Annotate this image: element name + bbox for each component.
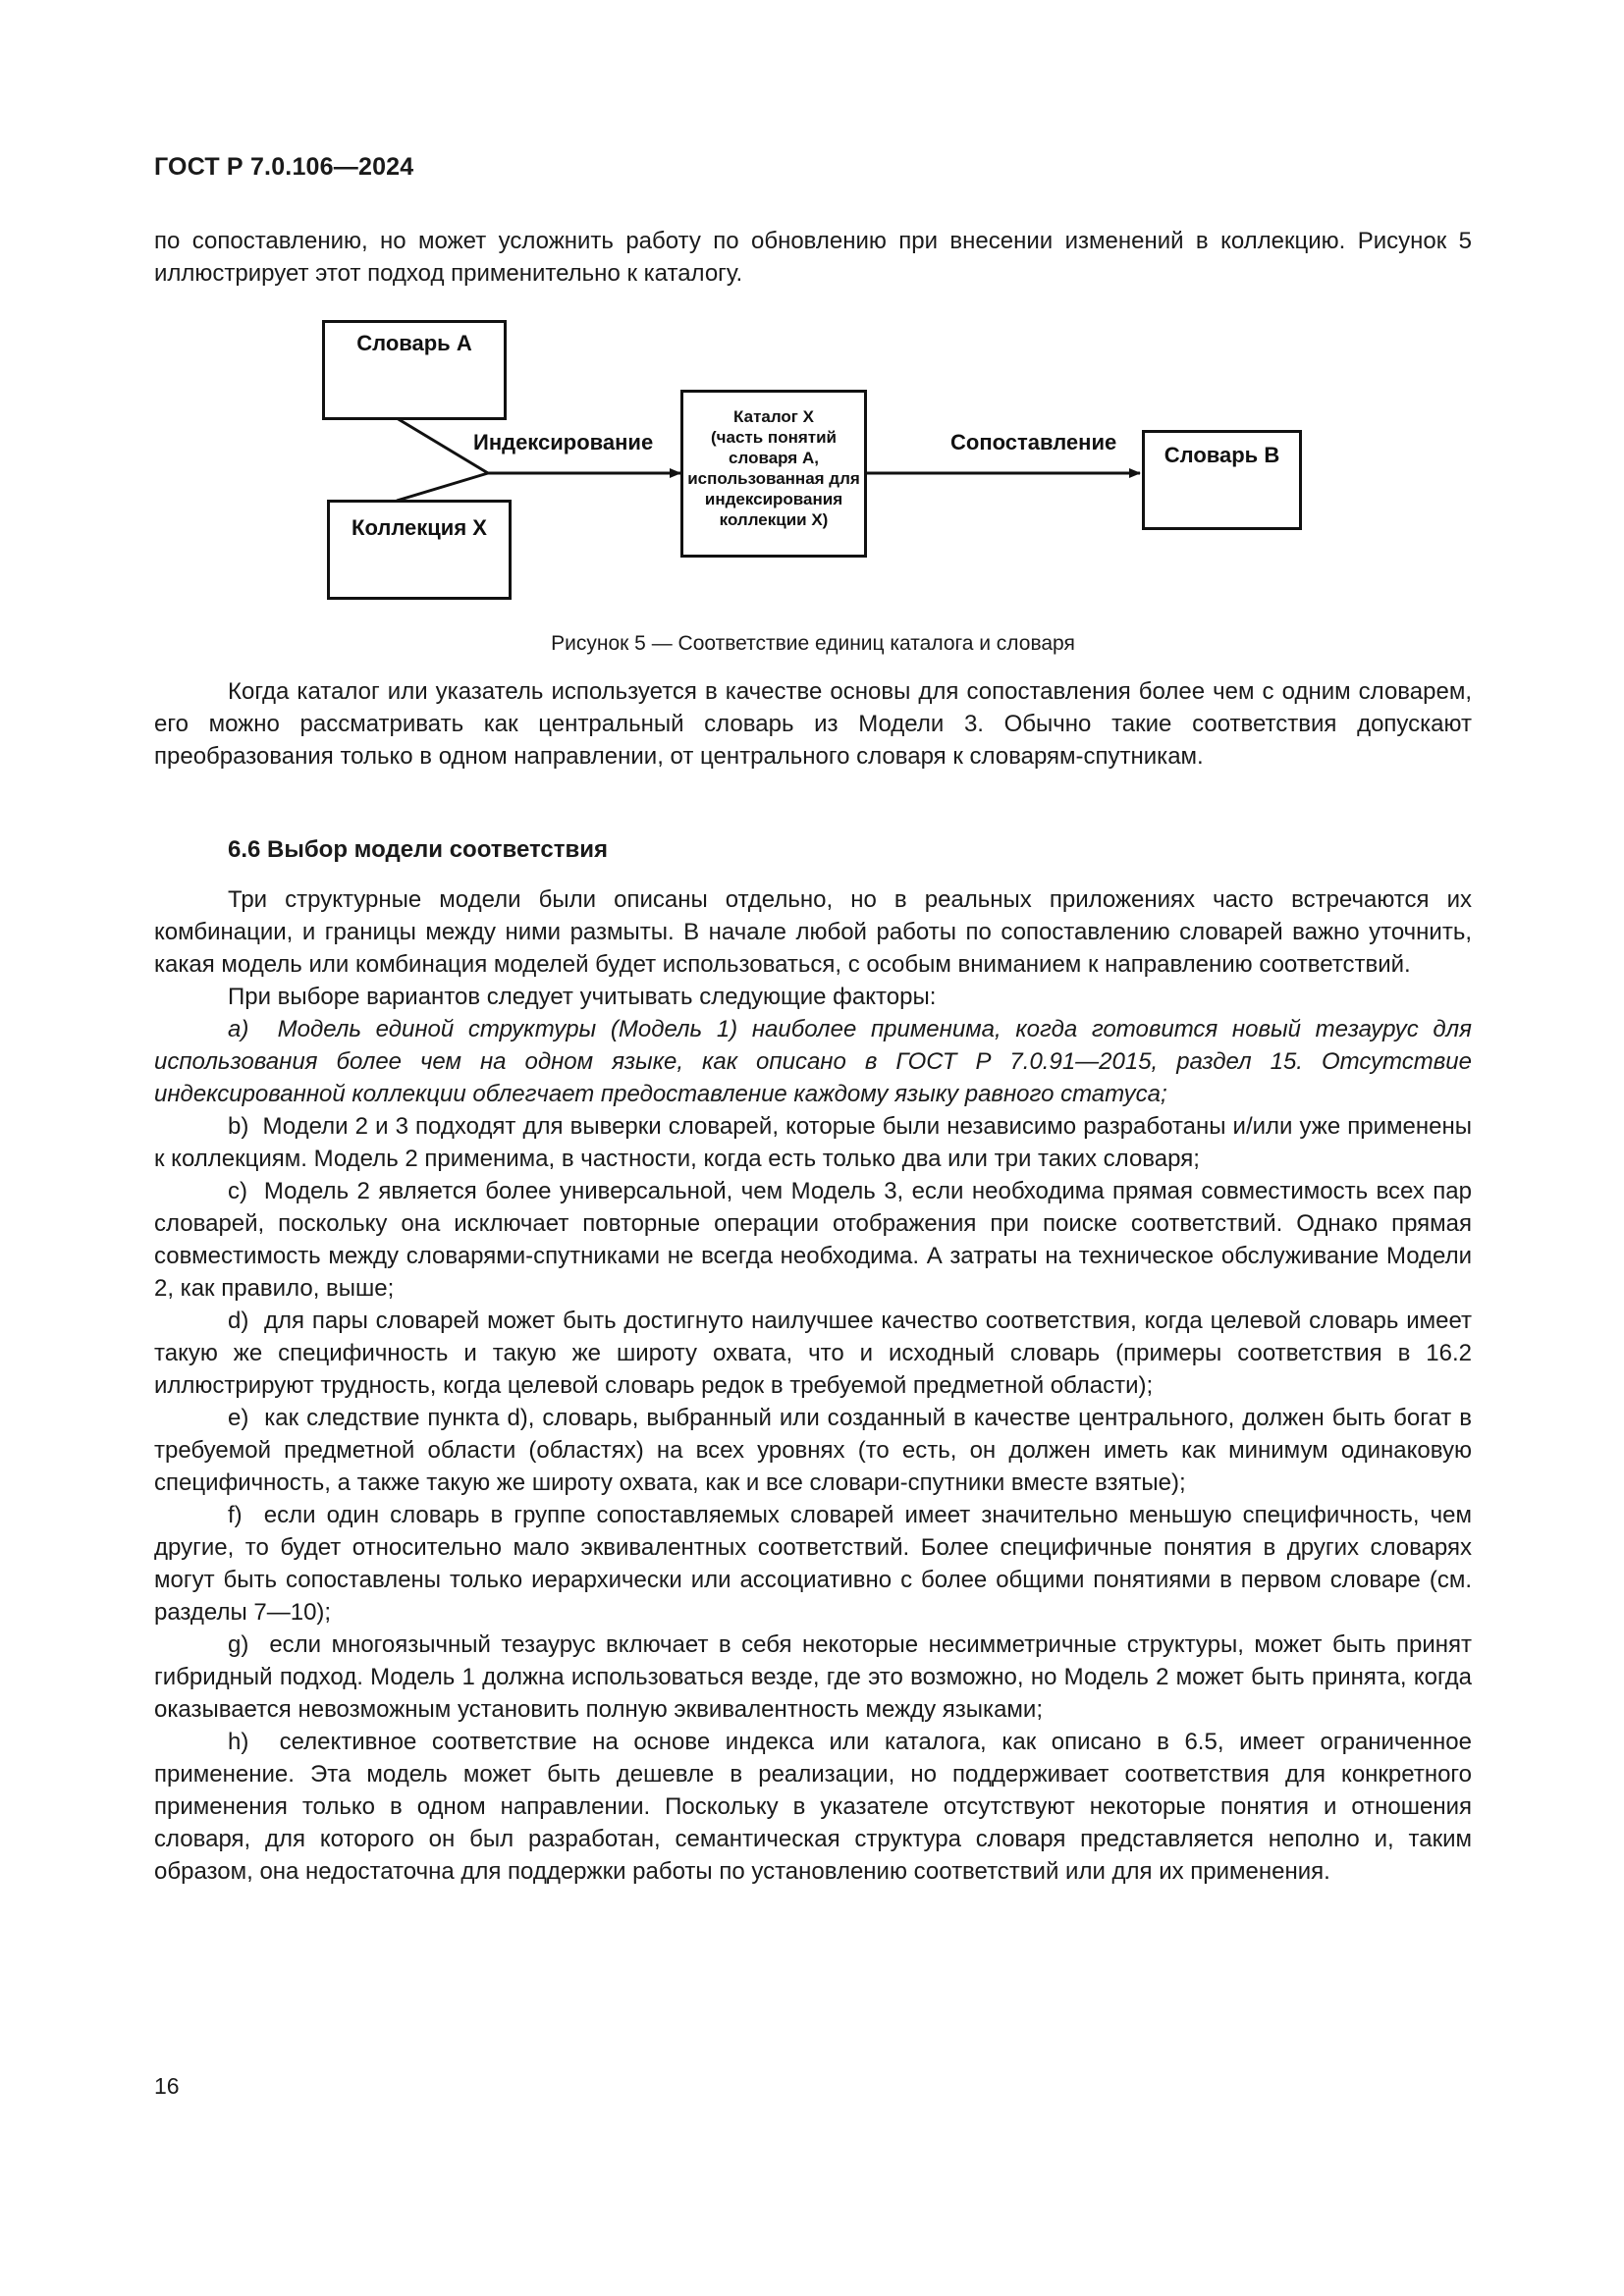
node-catalog-x-label: Каталог X (часть понятий словаря A, использованная для индексирования коллекции X) xyxy=(687,407,860,529)
list-marker: a) xyxy=(228,1016,249,1042)
list-item-e xyxy=(154,1402,1472,1499)
list-marker: c) xyxy=(228,1178,247,1204)
section-paragraph: При выборе вариантов следует учитывать следующие факторы: xyxy=(228,984,937,1010)
list-text: если многоязычный тезаурус включает в себя некоторые несимметричные структуры, может быть принят гибридный подход. Модель 1 должна использоваться везде, где это возможно, но Модель 2 может быть принята, когда оказывается невозможным установить полную эквивалентность между языками; xyxy=(154,1631,1472,1723)
intro-paragraph: по сопоставлению, но может усложнить работу по обновлению при внесении изменений в коллекцию. Рисунок 5 иллюстрирует этот подход применительно к каталогу. xyxy=(154,228,1472,287)
list-item-a xyxy=(154,1013,1472,1110)
document-header: ГОСТ Р 7.0.106—2024 xyxy=(154,153,414,181)
list-marker: e) xyxy=(228,1405,249,1431)
list-text: если один словарь в группе сопоставляемых словарей имеет значительно меньшую специфичность, чем другие, то будет относительно мало эквивалентных соответствий. Более специфичные понятия в других словарях могут быть сопоставлены только иерархически или ассоциативно с более общими понятиями в первом словаре (см. разделы 7—10); xyxy=(154,1502,1472,1626)
list-text: Модель 2 является более универсальной, чем Модель 3, если необходима прямая совместимость всех пар словарей, поскольку она исключает повторные операции отображения при поиске соответствий. Однако прямая совместимость между словарями-спутниками не всегда необходима. А затраты на техническое обслуживание Модели 2, как правило, выше; xyxy=(154,1178,1473,1302)
section-body xyxy=(154,883,1472,1888)
node-vocabulary-a xyxy=(322,320,507,420)
node-vocabulary-a-label: Словарь A xyxy=(356,331,472,355)
list-text: как следствие пункта d), словарь, выбранный или созданный в качестве центрального, должен быть богат в требуемой предметной области (областях) на всех уровнях (то есть, он должен иметь как минимум одинаковую специфичность, а также такую же широту охвата, как и все словари-спутники вместе взятые); xyxy=(154,1405,1472,1496)
list-item-b xyxy=(154,1110,1472,1175)
edge-label-mapping: Сопоставление xyxy=(950,430,1117,454)
list-text: Модель единой структуры (Модель 1) наиболее применима, когда готовится новый тезаурус для использования более чем на одном языке, как описано в ГОСТ Р 7.0.91—2015, раздел 15. Отсутствие индексированной коллекции облегчает предоставление каждому языку равного статуса; xyxy=(154,1016,1472,1107)
section-heading: 6.6 Выбор модели соответствия xyxy=(228,836,609,863)
list-item-g xyxy=(154,1629,1472,1726)
list-text: селективное соответствие на основе индекса или каталога, как описано в 6.5, имеет ограниченное применение. Эта модель может быть дешевле в реализации, но поддерживает соответствия для конкретного применения только в одном направлении. Поскольку в указателе отсутствуют некоторые понятия и отношения словаря, для которого он был разработан, семантическая структура словаря представляется неполно и, таким образом, она недостаточна для поддержки работы по установлению соответствий или для их применения. xyxy=(154,1729,1473,1885)
paragraph-after-figure-container xyxy=(154,675,1472,773)
node-vocabulary-b-label: Словарь B xyxy=(1164,443,1280,467)
section-paragraph: Три структурные модели были описаны отдельно, но в реальных приложениях часто встречаются их комбинации, и границы между ними размыты. В начале любой работы по сопоставлению словарей важно уточнить, какая модель или комбинация моделей будет использоваться, с особым вниманием к направлению соответствий. xyxy=(154,886,1472,978)
node-catalog-x xyxy=(680,390,867,558)
edge-label-indexing: Индексирование xyxy=(473,430,654,454)
node-collection-x-label: Коллекция X xyxy=(352,515,487,540)
node-vocabulary-b xyxy=(1142,430,1302,530)
intro-paragraph-container xyxy=(154,225,1472,290)
list-text: Модели 2 и 3 подходят для выверки словарей, которые были независимо разработаны и/или уже применены к коллекциям. Модель 2 применима, в частности, когда есть только два или три таких словаря; xyxy=(154,1113,1472,1172)
list-item-d xyxy=(154,1305,1472,1402)
figure-caption: Рисунок 5 — Соответствие единиц каталога и словаря xyxy=(551,632,1075,655)
list-marker: g) xyxy=(228,1631,249,1658)
figure-5-diagram xyxy=(314,312,1316,607)
list-item-f xyxy=(154,1499,1472,1629)
list-text: для пары словарей может быть достигнуто наилучшее качество соответствия, когда целевой словарь имеет такую же специфичность и такую же широту охвата, что и исходный словарь (примеры соответствия в 16.2 иллюстрируют трудность, когда целевой словарь редок в требуемой предметной области); xyxy=(154,1308,1473,1399)
list-marker: d) xyxy=(228,1308,249,1334)
list-item-c xyxy=(154,1175,1472,1305)
paragraph-after-figure: Когда каталог или указатель используется в качестве основы для сопоставления более чем с одним словарем, его можно рассматривать как центральный словарь из Модели 3. Обычно такие соответствия допускают преобразования только в одном направлении, от центрального словаря к словарям-спутникам. xyxy=(154,678,1472,770)
page-number: 16 xyxy=(154,2073,180,2099)
list-marker: f) xyxy=(228,1502,243,1528)
list-item-h xyxy=(154,1726,1472,1888)
node-collection-x xyxy=(327,500,512,600)
list-marker: h) xyxy=(228,1729,249,1755)
list-marker: b) xyxy=(228,1113,249,1140)
